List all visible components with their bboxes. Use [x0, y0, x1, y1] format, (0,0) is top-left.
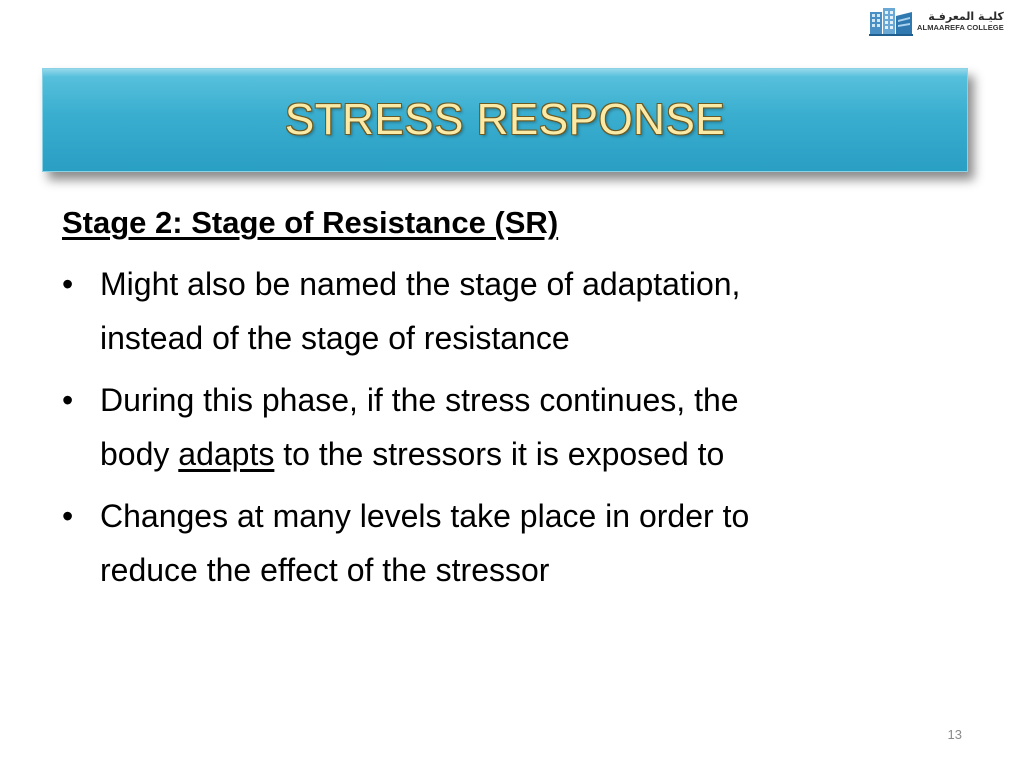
logo-arabic-name: كليـة المعرفـة — [928, 9, 1004, 23]
bullet-line-prefix: body — [100, 435, 179, 472]
page-number: 13 — [947, 727, 962, 742]
underlined-term: adapts — [178, 435, 275, 472]
college-logo — [869, 4, 1014, 38]
slide-content — [62, 198, 962, 605]
logo-english-name: ALMAAREFA COLLEGE — [917, 22, 1004, 32]
bullet-line: Might also be named the stage of adaptation, — [100, 265, 741, 302]
bullet-line: instead of the stage of resistance — [100, 319, 570, 356]
title-banner — [42, 68, 968, 172]
building-logo-icon — [869, 6, 913, 36]
bullet-dot-icon: • — [62, 497, 74, 534]
bullet-list — [62, 257, 962, 597]
bullet-line: reduce the effect of the stressor — [100, 551, 550, 588]
bullet-dot-icon: • — [62, 381, 74, 418]
bullet-item — [62, 489, 962, 597]
stage-heading: Stage 2: Stage of Resistance (SR) — [62, 205, 559, 240]
bullet-item — [62, 257, 962, 365]
bullet-line: During this phase, if the stress continues, the — [100, 381, 739, 418]
bullet-item — [62, 373, 962, 481]
bullet-line-suffix: to the stressors it is exposed to — [274, 435, 725, 472]
bullet-line: Changes at many levels take place in order to — [100, 497, 750, 534]
bullet-dot-icon: • — [62, 265, 74, 302]
logo-text — [917, 11, 1004, 32]
slide-title: STRESS RESPONSE — [284, 95, 726, 144]
